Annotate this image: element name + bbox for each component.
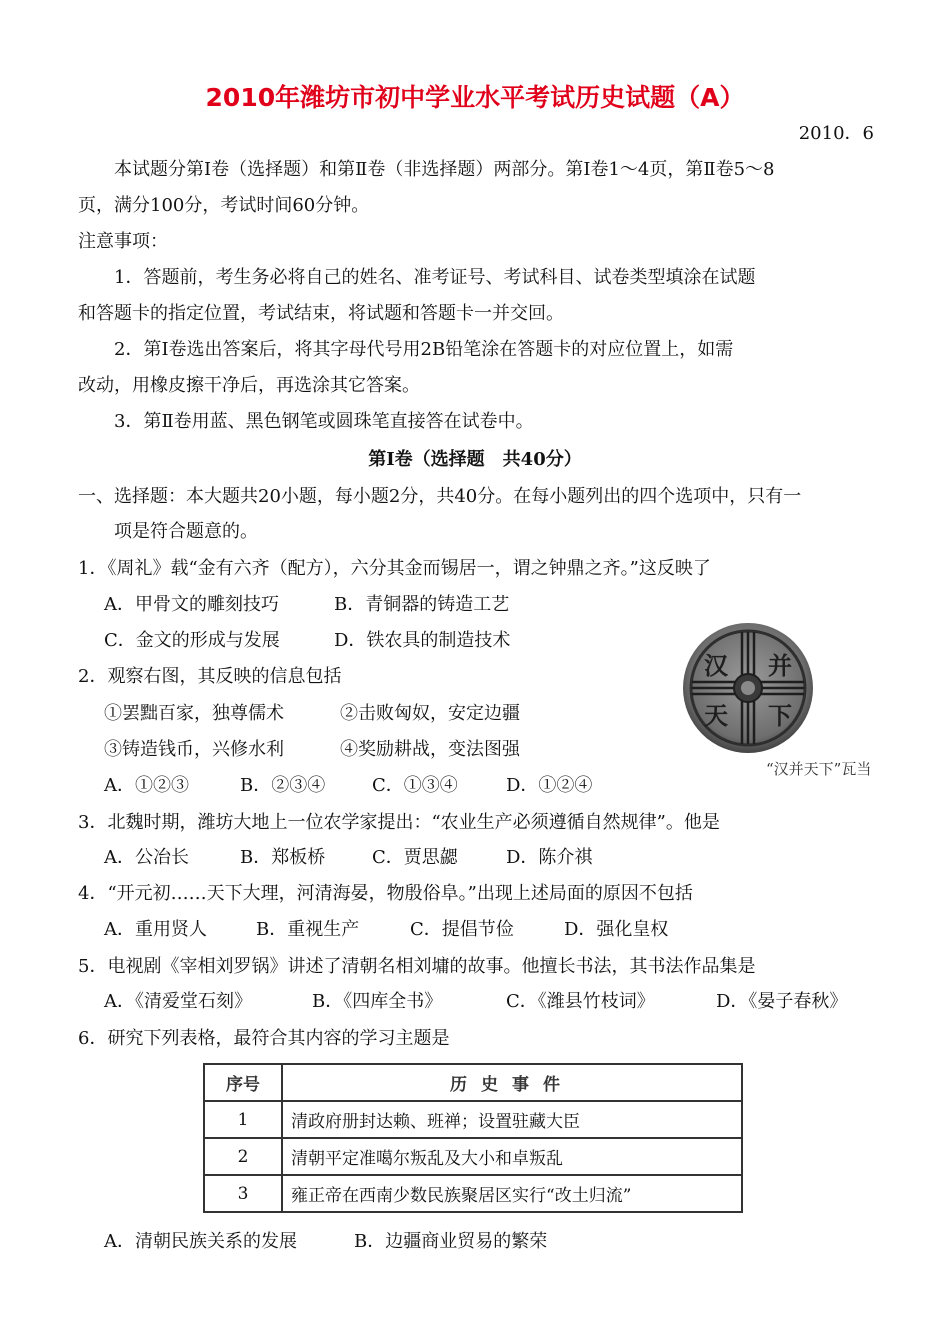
question-2-statement-3: ③铸造钱币，兴修水利 bbox=[104, 739, 284, 760]
table-cell-index: 3 bbox=[204, 1175, 282, 1212]
part1-instructions-line-1: 一、选择题：本大题共20小题，每小题2分，共40分。在每小题列出的四个选项中，只有一 bbox=[78, 486, 802, 507]
table-cell-event: 清朝平定准噶尔叛乱及大小和卓叛乱 bbox=[282, 1138, 742, 1175]
question-5-option-b: B．《四库全书》 bbox=[312, 991, 443, 1012]
table-header-row bbox=[204, 1064, 742, 1101]
question-6-stem: 6．研究下列表格，最符合其内容的学习主题是 bbox=[78, 1028, 450, 1049]
note-1-line-2: 和答题卡的指定位置，考试结束，将试题和答题卡一并交回。 bbox=[78, 303, 564, 324]
question-2-option-b: B．②③④ bbox=[240, 775, 326, 796]
table-row bbox=[204, 1138, 742, 1175]
tile-char-2: 并 bbox=[768, 651, 792, 680]
question-3-option-a: A．公冶长 bbox=[104, 847, 189, 868]
table-cell-event: 清政府册封达赖、班禅；设置驻藏大臣 bbox=[282, 1101, 742, 1138]
table-cell-index: 1 bbox=[204, 1101, 282, 1138]
question-2-statement-1: ①罢黜百家，独尊儒术 bbox=[104, 703, 284, 724]
page-title: 2010年潍坊市初中学业水平考试历史试题（A） bbox=[205, 83, 745, 112]
question-5-option-c: C．《潍县竹枝词》 bbox=[506, 991, 655, 1012]
note-2-line-1: 2．第Ⅰ卷选出答案后，将其字母代号用2B铅笔涂在答题卡的对应位置上，如需 bbox=[114, 339, 734, 360]
question-1-option-d: D．铁农具的制造技术 bbox=[334, 630, 511, 651]
question-2-statement-2: ②击败匈奴，安定边疆 bbox=[340, 703, 520, 724]
question-1-stem: 1．《周礼》载“金有六齐（配方），六分其金而锡居一，谓之钟鼎之齐。”这反映了 bbox=[78, 558, 711, 579]
note-3: 3．第Ⅱ卷用蓝、黑色钢笔或圆珠笔直接答在试卷中。 bbox=[114, 411, 534, 432]
question-4-option-b: B．重视生产 bbox=[256, 919, 360, 940]
tile-char-4: 下 bbox=[768, 701, 792, 730]
tile-char-1: 汉 bbox=[704, 651, 728, 680]
question-4-option-a: A．重用贤人 bbox=[104, 919, 207, 940]
question-3-option-c: C．贾思勰 bbox=[372, 847, 458, 868]
tile-image bbox=[664, 620, 830, 756]
notes-heading: 注意事项： bbox=[78, 231, 168, 252]
question-2-option-d: D．①②④ bbox=[506, 775, 593, 796]
question-1-option-b: B．青铜器的铸造工艺 bbox=[334, 594, 510, 615]
tile-caption: “汉并天下”瓦当 bbox=[766, 760, 872, 778]
table-row bbox=[204, 1101, 742, 1138]
question-6-option-a: A．清朝民族关系的发展 bbox=[104, 1231, 297, 1252]
question-4-option-d: D．强化皇权 bbox=[564, 919, 669, 940]
question-3-option-d: D．陈介祺 bbox=[506, 847, 593, 868]
table-row bbox=[204, 1175, 742, 1212]
question-5-option-d: D．《晏子春秋》 bbox=[716, 991, 848, 1012]
table-cell-event: 雍正帝在西南少数民族聚居区实行“改土归流” bbox=[282, 1175, 742, 1212]
part1-instructions-line-2: 项是符合题意的。 bbox=[114, 521, 258, 542]
question-3-stem: 3．北魏时期，潍坊大地上一位农学家提出：“农业生产必须遵循自然规律”。他是 bbox=[78, 812, 720, 833]
intro-line-2: 页，满分100分，考试时间60分钟。 bbox=[78, 195, 370, 216]
note-1-line-1: 1．答题前，考生务必将自己的姓名、准考证号、考试科目、试卷类型填涂在试题 bbox=[114, 267, 756, 288]
table-header-event: 历史事件 bbox=[282, 1064, 742, 1101]
question-2-statement-4: ④奖励耕战，变法图强 bbox=[340, 739, 520, 760]
history-events-table bbox=[203, 1063, 743, 1213]
question-6-option-b: B．边疆商业贸易的繁荣 bbox=[354, 1231, 548, 1252]
tile-char-3: 天 bbox=[704, 701, 728, 730]
question-2-option-c: C．①③④ bbox=[372, 775, 458, 796]
table-cell-index: 2 bbox=[204, 1138, 282, 1175]
tile-figure bbox=[664, 620, 830, 760]
question-4-stem: 4．“开元初……天下大理，河清海晏，物殷俗阜。”出现上述局面的原因不包括 bbox=[78, 883, 693, 904]
question-5-stem: 5．电视剧《宰相刘罗锅》讲述了清朝名相刘墉的故事。他擅长书法，其书法作品集是 bbox=[78, 956, 756, 977]
question-5-option-a: A．《清爱堂石刻》 bbox=[104, 991, 252, 1012]
question-1-option-c: C．金文的形成与发展 bbox=[104, 630, 280, 651]
note-2-line-2: 改动，用橡皮擦干净后，再选涂其它答案。 bbox=[78, 375, 420, 396]
question-2-option-a: A．①②③ bbox=[104, 775, 189, 796]
table-header-index: 序号 bbox=[204, 1064, 282, 1101]
question-4-option-c: C．提倡节俭 bbox=[410, 919, 514, 940]
question-3-option-b: B．郑板桥 bbox=[240, 847, 326, 868]
section-heading: 第Ⅰ卷（选择题 共40分） bbox=[368, 449, 582, 470]
exam-date: 2010．6 bbox=[798, 123, 874, 144]
question-1-option-a: A．甲骨文的雕刻技巧 bbox=[104, 594, 279, 615]
tile-center-dot bbox=[741, 681, 755, 695]
question-2-stem: 2．观察右图，其反映的信息包括 bbox=[78, 666, 342, 687]
intro-line-1: 本试题分第Ⅰ卷（选择题）和第Ⅱ卷（非选择题）两部分。第Ⅰ卷1～4页，第Ⅱ卷5～8 bbox=[114, 159, 775, 180]
